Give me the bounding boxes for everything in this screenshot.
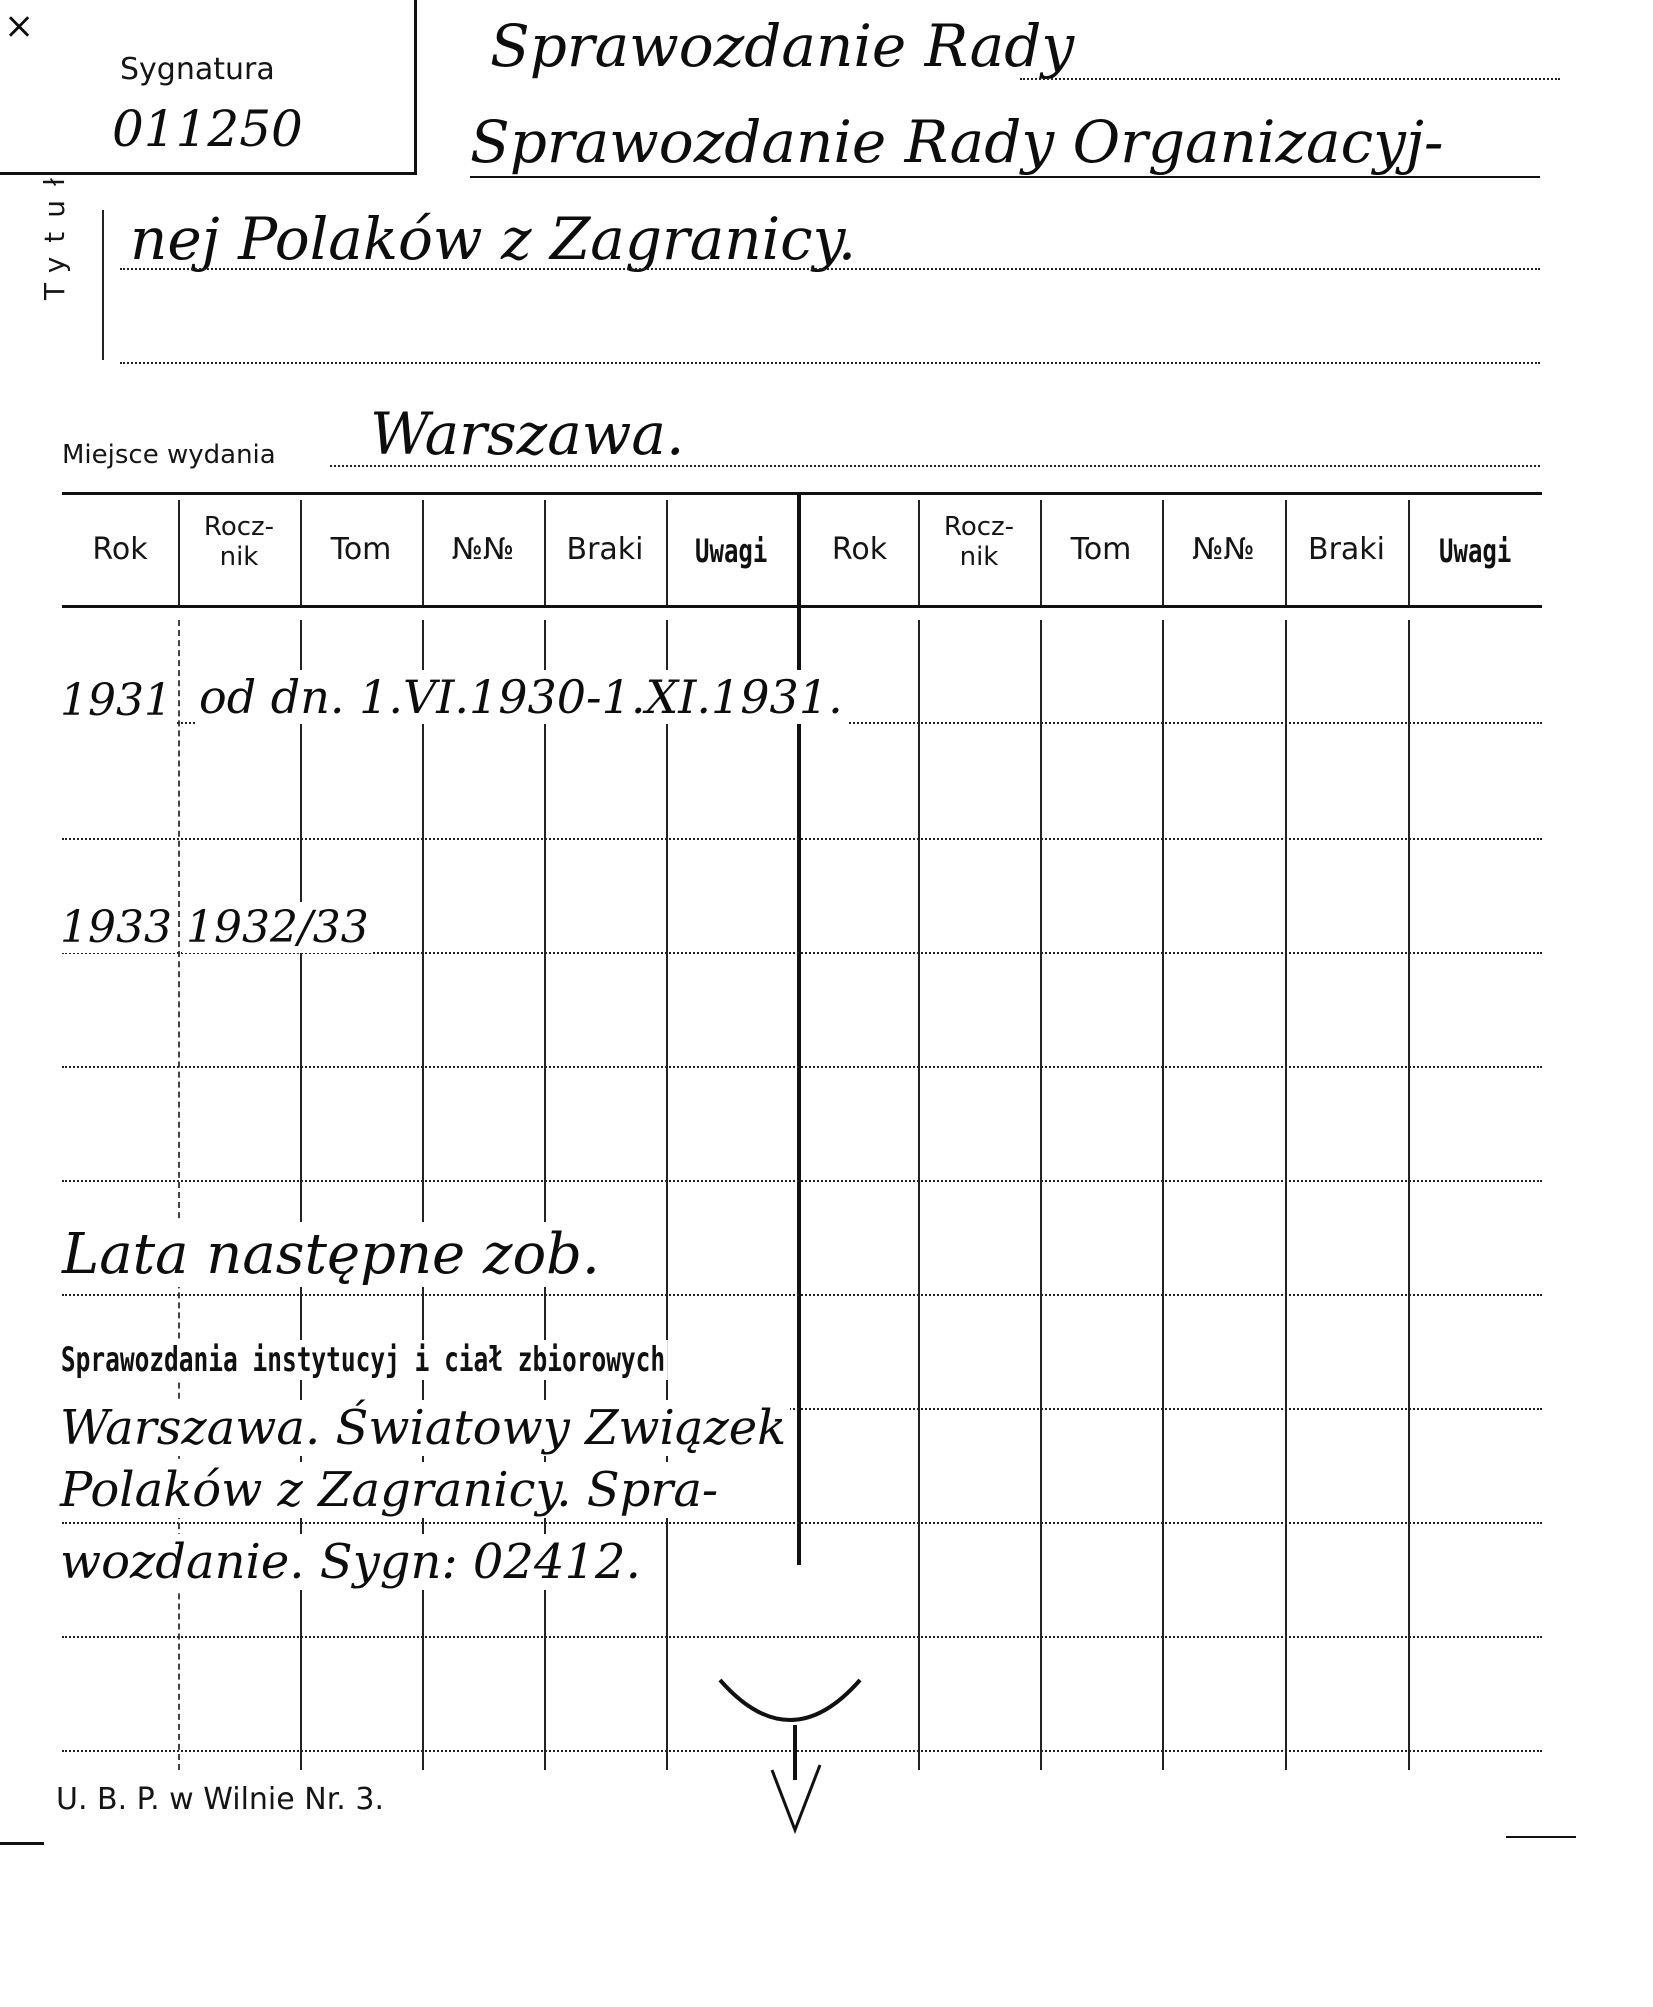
body-col-line (1162, 620, 1164, 1770)
body-col-line (666, 620, 668, 1770)
table-top-rule (62, 492, 1542, 495)
entry-year-1933: 1933 (56, 902, 176, 953)
note-stamp: Sprawozdania instytucyj i ciał zbiorowych (58, 1340, 668, 1380)
header-braki-right: Braki (1307, 532, 1385, 567)
header-uwagi-left (666, 532, 797, 570)
header-rocznik-right: Rocz- nik (943, 512, 1015, 572)
right-edge-tick (1506, 1836, 1576, 1838)
corner-mark: × (4, 6, 35, 47)
note-line-3: Polaków z Zagranicy. Spra- (56, 1462, 722, 1518)
body-col-line (1040, 620, 1042, 1770)
row-rule (62, 838, 1542, 840)
header-rok-left: Rok (92, 532, 148, 567)
note-line-2: Warszawa. Światowy Związek (56, 1400, 790, 1456)
place-value: Warszawa. (370, 400, 685, 468)
table-header-rule (62, 605, 1542, 608)
row-rule (62, 1522, 1542, 1524)
body-col-line (544, 620, 546, 1770)
pen-stroke-mark (700, 1650, 900, 1850)
title-rule-3 (120, 268, 1540, 270)
header-tom-left: Tom (330, 532, 392, 567)
signature-label: Sygnatura (120, 52, 275, 87)
body-col-line (300, 620, 302, 1770)
table-center-divider (797, 495, 801, 1565)
entry-year-1931: 1931 (56, 675, 176, 726)
row-rule (62, 1180, 1542, 1182)
title-rule-4 (120, 362, 1540, 364)
body-col-line (1408, 620, 1410, 1770)
note-line-4: wozdanie. Sygn: 02412. (56, 1534, 645, 1590)
note-see-following: Lata następne zob. (56, 1222, 606, 1287)
place-rule (330, 465, 1540, 467)
left-edge-tick (0, 1842, 44, 1845)
row-rule (62, 1294, 1542, 1296)
header-uwagi-right (1408, 532, 1542, 570)
signature-value: 011250 (112, 100, 303, 158)
header-uwagi-left-text: Uwagi (695, 532, 768, 570)
title-rule-2 (470, 176, 1540, 178)
title-line-1: Sprawozdanie Rady (490, 12, 1075, 80)
body-col-line (918, 620, 920, 1770)
entry-rocznik-1933: 1932/33 (182, 902, 373, 953)
row-rule (62, 1066, 1542, 1068)
body-col-line (178, 620, 180, 1770)
title-bracket (102, 210, 116, 360)
entry-range-1931: od dn. 1.VI.1930-1.XI.1931. (195, 670, 847, 724)
header-uwagi-right-text: Uwagi (1438, 532, 1512, 570)
body-col-line (1285, 620, 1287, 1770)
header-numbers-right: №№ (1192, 532, 1255, 567)
title-side-label: Tytuł (38, 164, 71, 300)
title-line-2: Sprawozdanie Rady Organizacyj- (470, 108, 1444, 176)
row-rule (62, 1636, 1542, 1638)
header-tom-right: Tom (1070, 532, 1132, 567)
footer-imprint: U. B. P. w Wilnie Nr. 3. (56, 1782, 384, 1817)
header-numbers-left: №№ (451, 532, 515, 567)
title-rule-1 (1020, 78, 1560, 80)
title-line-3: nej Polaków z Zagranicy. (130, 205, 857, 273)
body-col-line (422, 620, 424, 1770)
header-rocznik-left: Rocz- nik (203, 512, 275, 572)
header-rok-right: Rok (831, 532, 888, 567)
place-label: Miejsce wydania (62, 440, 276, 470)
header-braki-left: Braki (566, 532, 644, 567)
